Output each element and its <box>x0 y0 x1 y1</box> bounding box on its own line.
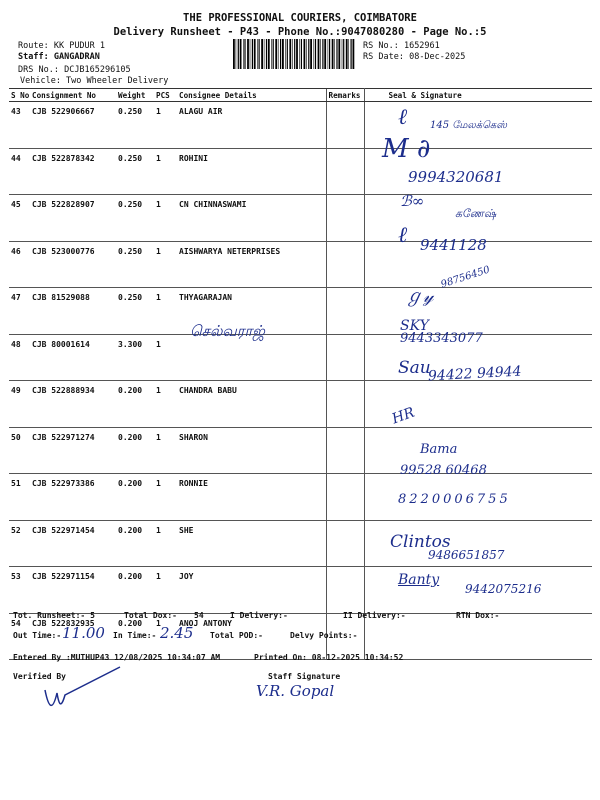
route-line <box>18 41 105 51</box>
handwriting-51: 99528 60468 <box>400 463 487 478</box>
sno-cell: 48 <box>9 334 30 381</box>
route-label: Route: <box>18 41 49 51</box>
in-time-label: In Time:- <box>113 631 157 640</box>
consignee-cell: ALAGU AIR <box>177 102 326 149</box>
rs-date-value: 08-Dec-2025 <box>409 52 466 62</box>
col-weight: Weight <box>116 89 154 102</box>
handwriting-47: 98756450 <box>439 264 492 291</box>
consignee-cell: SHARON <box>177 427 326 474</box>
consignment-no-cell: CJB 522971154 <box>30 567 116 614</box>
consignee-cell: ROHINI <box>177 148 326 195</box>
remarks-cell <box>326 520 364 567</box>
rs-no-line <box>363 41 440 51</box>
table-row <box>9 195 592 242</box>
rs-date-line <box>363 52 465 62</box>
drs-label: DRS No.: <box>18 65 59 75</box>
rtn-dox: RTN Dox:- <box>456 611 500 620</box>
sno-cell: 53 <box>9 567 30 614</box>
pcs-cell: 1 <box>154 427 177 474</box>
staff-label: Staff: <box>18 52 49 62</box>
consignment-no-cell: CJB 81529088 <box>30 288 116 335</box>
handwriting-50: HR <box>389 404 417 428</box>
signature-mark-47: ℊ𝓎 <box>405 286 434 307</box>
weight-cell: 0.250 <box>116 102 154 149</box>
consignee-cell: AISHWARYA NETERPRISES <box>177 241 326 288</box>
rs-date-label: RS Date: <box>363 52 404 62</box>
signature-mark-46: ℓ <box>398 223 408 248</box>
handwriting-54-name: Banty <box>398 572 440 588</box>
sno-cell: 49 <box>9 381 30 428</box>
handwriting-45: கணேஷ் <box>455 207 497 220</box>
consignee-cell: JOY <box>177 567 326 614</box>
consignee-cell: ANOJ ANTONY <box>177 613 326 660</box>
tot-runsheet: Tot. Runsheet:- 5 <box>13 611 95 620</box>
consignment-no-cell: CJB 522906667 <box>30 102 116 149</box>
remarks-cell <box>326 381 364 428</box>
handwriting-53: 9486651857 <box>428 548 505 562</box>
i-delivery: I Delivery:- <box>230 611 288 620</box>
consignment-no-cell: CJB 522973386 <box>30 474 116 521</box>
signature-mark-53: Clintos <box>390 532 451 552</box>
remarks-cell <box>326 427 364 474</box>
pcs-cell: 1 <box>154 334 177 381</box>
weight-cell: 0.200 <box>116 427 154 474</box>
pcs-cell: 1 <box>154 195 177 242</box>
remarks-cell <box>326 474 364 521</box>
handwriting-51-name: Bama <box>420 442 458 457</box>
consignee-cell: SHE <box>177 520 326 567</box>
weight-cell: 0.250 <box>116 195 154 242</box>
signature-mark-44: M ∂ <box>382 134 431 164</box>
weight-cell: 0.250 <box>116 148 154 195</box>
sno-cell: 44 <box>9 148 30 195</box>
weight-cell: 0.200 <box>116 474 154 521</box>
consignment-no-cell: CJB 522832935 <box>30 613 116 660</box>
col-consignee: Consignee Details <box>177 89 326 102</box>
rs-no-label: RS No.: <box>363 41 399 51</box>
signature-mark-43: ℓ <box>398 105 408 130</box>
consignee-cell: CHANDRA BABU <box>177 381 326 428</box>
col-pcs: PCS <box>154 89 177 102</box>
weight-cell: 0.200 <box>116 520 154 567</box>
signature-mark-48: SKY <box>400 318 429 334</box>
table-row <box>9 241 592 288</box>
handwriting-52: 8220006755 <box>398 492 511 507</box>
sno-cell: 43 <box>9 102 30 149</box>
staff-signature: V.R. Gopal <box>256 682 335 700</box>
sno-cell: 47 <box>9 288 30 335</box>
table-row <box>9 381 592 428</box>
handwriting-44: 9994320681 <box>408 168 504 186</box>
weight-cell: 0.200 <box>116 381 154 428</box>
sno-cell: 50 <box>9 427 30 474</box>
weight-cell: 0.200 <box>116 613 154 660</box>
ii-delivery: II Delivery:- <box>343 611 406 620</box>
remarks-cell <box>326 241 364 288</box>
out-time-value: 11.00 <box>62 624 105 642</box>
remarks-cell <box>326 102 364 149</box>
route-value: KK PUDUR 1 <box>53 41 106 51</box>
staff-value: GANGADRAN <box>53 52 100 62</box>
consignment-no-cell: CJB 522888934 <box>30 381 116 428</box>
total-dox-label: Total Dox:- <box>124 611 177 620</box>
table-header-row <box>9 89 592 102</box>
entered-by: Entered By :MUTHUP43 12/08/2025 10:34:07 AM <box>13 653 221 662</box>
consignee-cell: RONNIE <box>177 474 326 521</box>
pcs-cell: 1 <box>154 288 177 335</box>
pcs-cell: 1 <box>154 102 177 149</box>
handwriting-46: 9441128 <box>420 236 487 254</box>
col-consignment: Consignment No <box>30 89 116 102</box>
consignment-no-cell: CJB 522971454 <box>30 520 116 567</box>
handwriting-54: 9442075216 <box>465 582 542 596</box>
weight-cell: 0.250 <box>116 241 154 288</box>
verified-signature <box>35 665 125 715</box>
remarks-cell <box>326 567 364 614</box>
table-row <box>9 288 592 335</box>
pcs-cell: 1 <box>154 381 177 428</box>
sno-cell: 51 <box>9 474 30 521</box>
signature-mark-49: Sau <box>398 358 431 378</box>
weight-cell: 0.250 <box>116 288 154 335</box>
total-pod: Total POD:- <box>210 631 263 640</box>
table-row <box>9 520 592 567</box>
consignment-no-cell: CJB 523000776 <box>30 241 116 288</box>
vehicle-line: Vehicle: Two Wheeler Delivery <box>20 76 169 86</box>
out-time-label: Out Time:- <box>13 631 62 640</box>
remarks-cell <box>326 195 364 242</box>
rs-no-value: 1652961 <box>403 41 440 51</box>
table-row <box>9 148 592 195</box>
table-row <box>9 427 592 474</box>
seal-signature-cell <box>364 288 592 335</box>
delvy-points: Delvy Points:- <box>290 631 358 640</box>
handwriting-49: 94422 94944 <box>427 363 522 385</box>
in-time-value: 2.45 <box>160 624 194 642</box>
handwriting-48-consignee: செல்வராஜ் <box>190 322 265 340</box>
remarks-cell <box>326 288 364 335</box>
handwriting-43: 145 மேலக்கெஸ் <box>430 120 508 131</box>
handwriting-48: 9443343077 <box>400 331 483 346</box>
drs-line <box>18 65 131 75</box>
sno-cell: 54 <box>9 613 30 660</box>
sno-cell: 46 <box>9 241 30 288</box>
weight-cell: 0.200 <box>116 567 154 614</box>
barcode-image <box>232 39 357 69</box>
pcs-cell: 1 <box>154 520 177 567</box>
signature-mark-45: ℬ∞ <box>400 192 425 210</box>
pcs-cell: 1 <box>154 241 177 288</box>
pcs-cell: 1 <box>154 613 177 660</box>
runsheet-subtitle: Delivery Runsheet - P43 - Phone No.:9047080280 - Page No.:5 <box>113 26 487 38</box>
col-remarks: Remarks <box>326 89 364 102</box>
col-seal-signature: Seal & Signature <box>364 89 592 102</box>
remarks-cell <box>326 148 364 195</box>
pcs-cell: 1 <box>154 148 177 195</box>
sno-cell: 52 <box>9 520 30 567</box>
printed-on: Printed On: 08-12-2025 10:34:52 <box>254 653 404 662</box>
consignment-no-cell: CJB 522971274 <box>30 427 116 474</box>
weight-cell: 3.300 <box>116 334 154 381</box>
verified-by-label: Verified By <box>13 672 66 681</box>
consignee-cell: CN CHINNASWAMI <box>177 195 326 242</box>
remarks-cell <box>326 334 364 381</box>
staff-signature-label: Staff Signature <box>268 672 341 681</box>
company-title: THE PROFESSIONAL COURIERS, COIMBATORE <box>183 12 417 24</box>
staff-line <box>18 52 100 62</box>
total-dox-value: 54 <box>194 611 204 620</box>
consignment-no-cell: CJB 80001614 <box>30 334 116 381</box>
drs-value: DCJB165296105 <box>64 65 131 75</box>
col-sno: S No <box>11 90 30 100</box>
consignee-cell: THYAGARAJAN <box>177 288 326 335</box>
sno-cell: 45 <box>9 195 30 242</box>
pcs-cell: 1 <box>154 567 177 614</box>
consignment-no-cell: CJB 522828907 <box>30 195 116 242</box>
consignment-no-cell: CJB 522878342 <box>30 148 116 195</box>
pcs-cell: 1 <box>154 474 177 521</box>
